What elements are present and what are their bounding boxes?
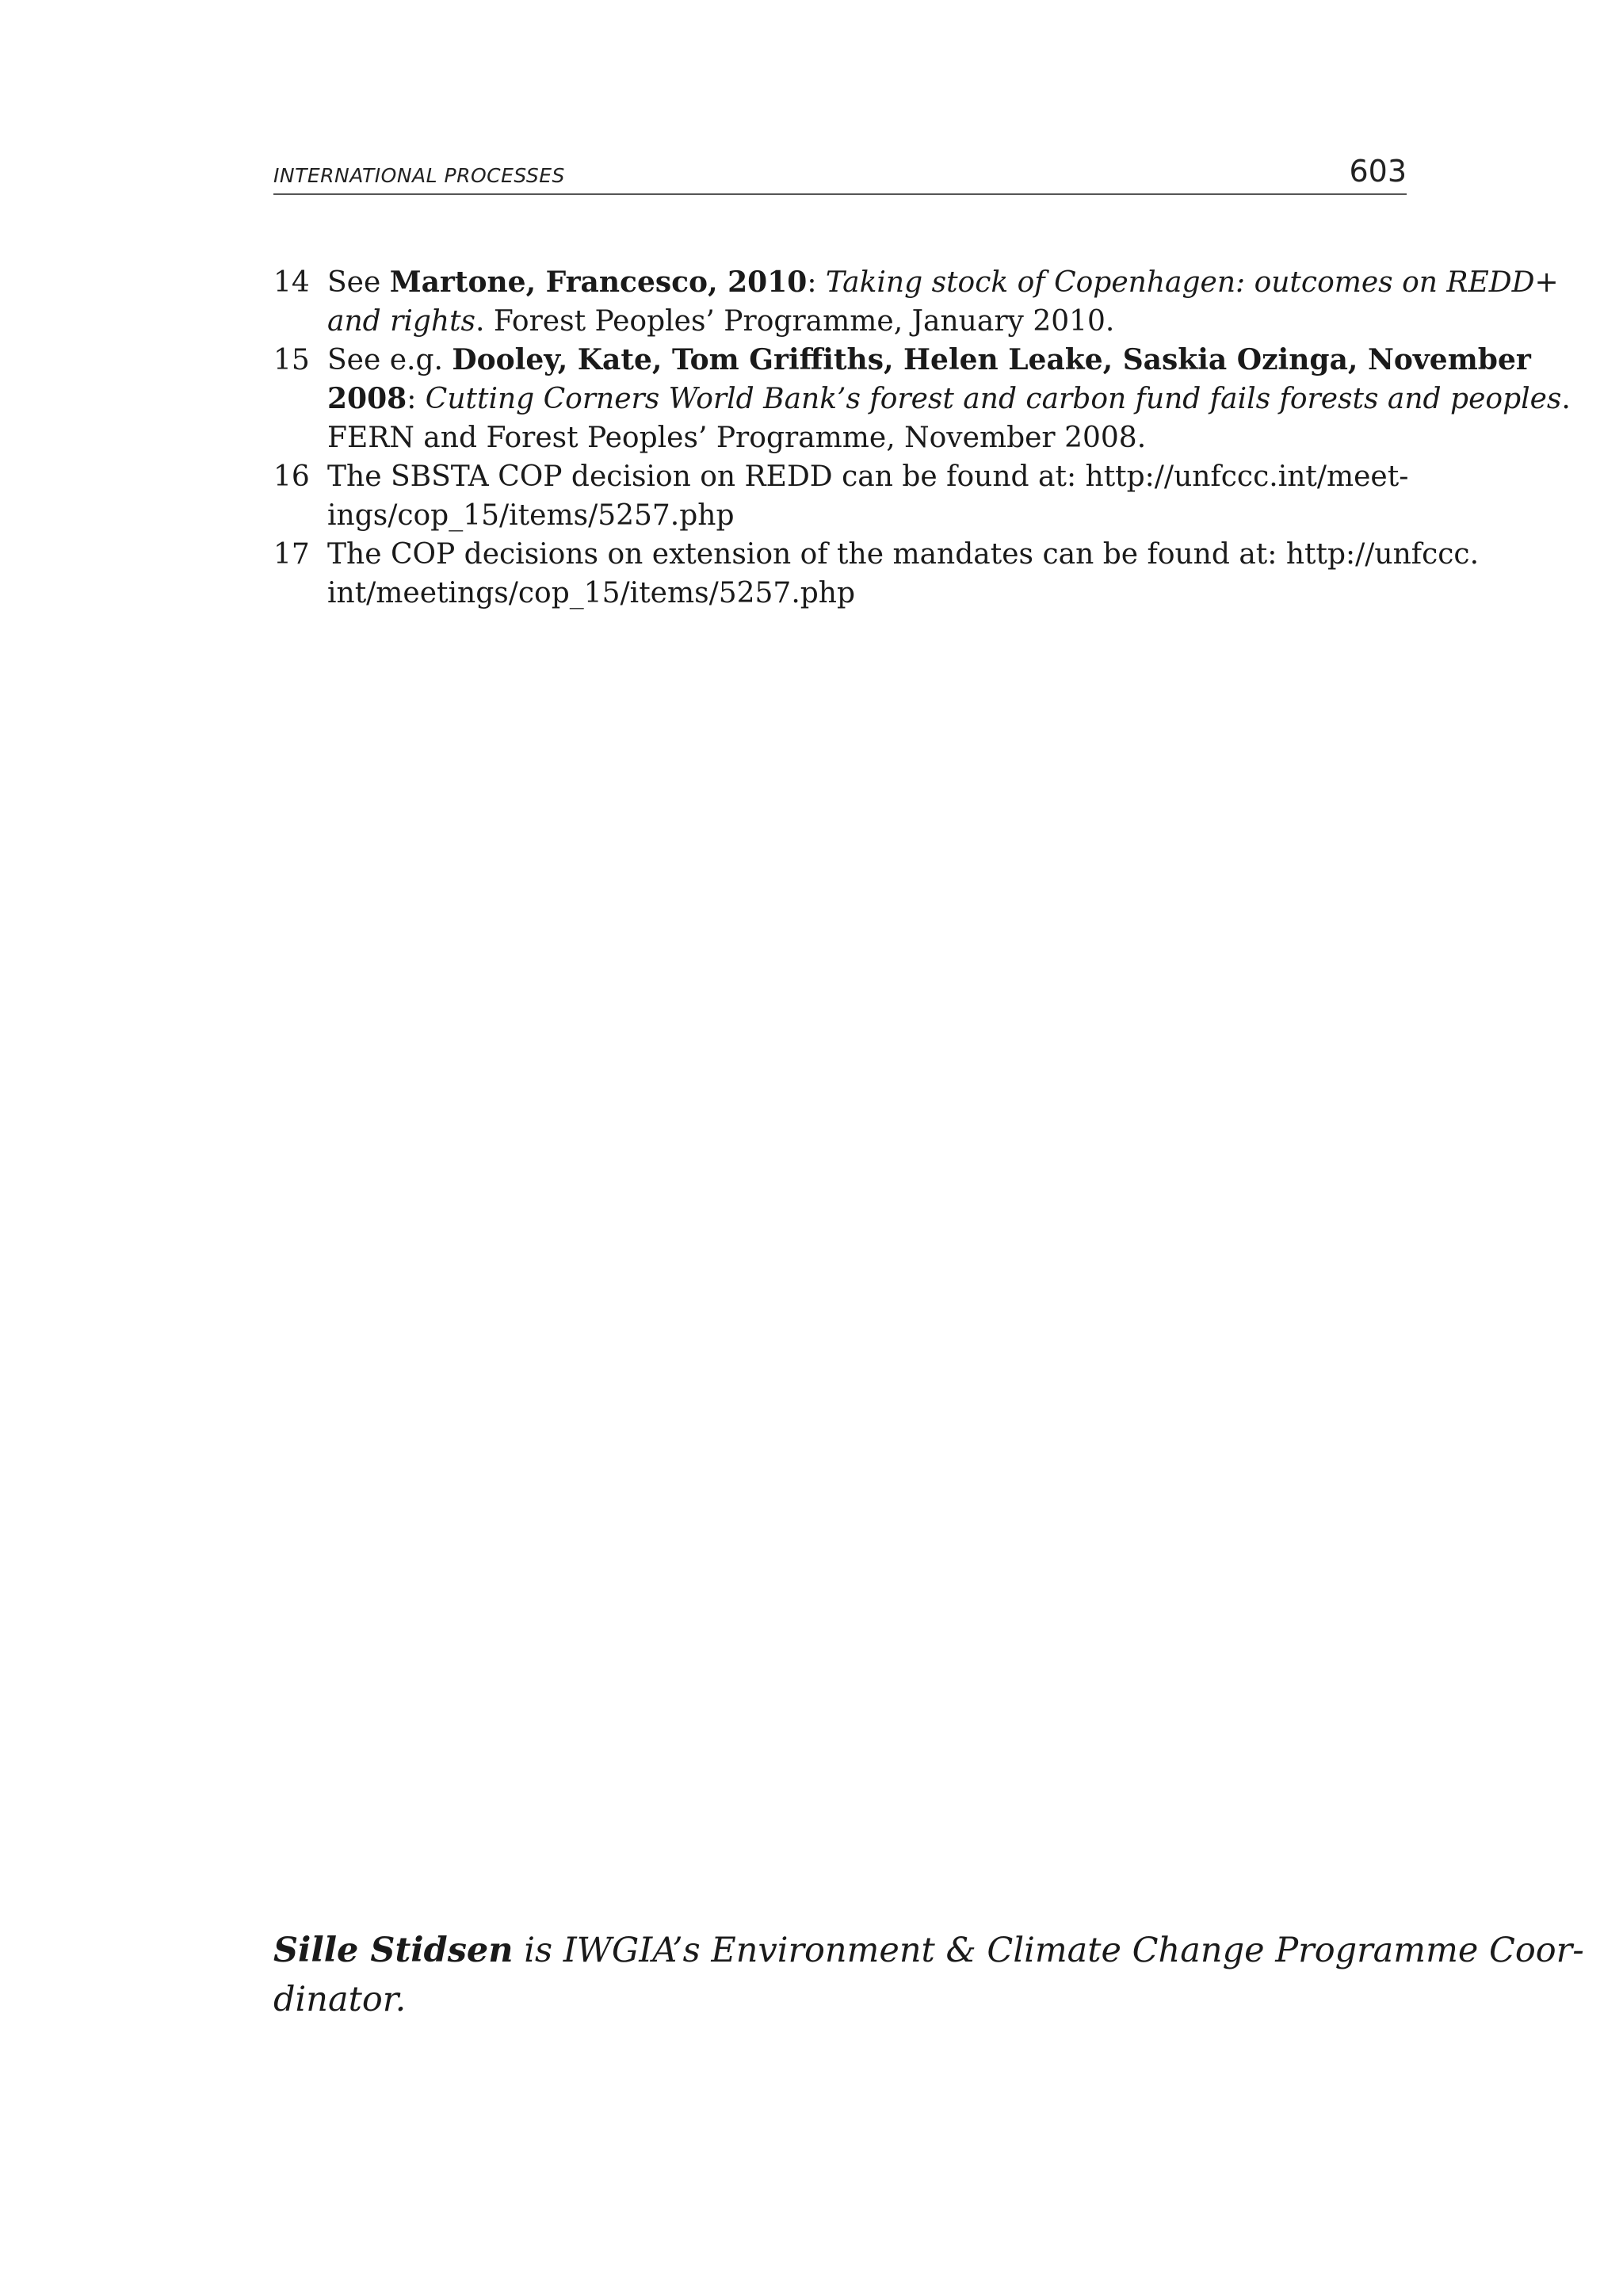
running-head-title: INTERNATIONAL PROCESSES [273,164,565,187]
endnote-text [327,457,1407,535]
endnote-line [327,380,1571,418]
endnote-text-run: . Forest Peoples’ Programme, January 2010. [475,305,1115,338]
author-bio-line [273,1926,1584,1975]
endnote-text [327,341,1571,457]
endnote-text-run: . [1561,383,1571,415]
endnote-16 [273,457,1407,535]
citation-author: Martone, Francesco, 2010 [389,266,808,299]
citation-author: 2008 [327,382,407,415]
endnote-text [327,263,1559,341]
endnote-text-run: : [407,383,426,415]
author-bio-line: dinator. [273,1980,407,2019]
endnote-text-run: See e.g. [327,344,453,376]
endnote-15 [273,341,1571,457]
endnotes-list [273,263,1571,613]
endnote-line [327,302,1407,341]
endnote-line [327,341,1531,380]
author-name: Sille Stidsen [273,1931,514,1970]
citation-title: Taking stock of Copenhagen: outcomes on REDD+ [825,266,1559,299]
endnote-14 [273,263,1559,341]
endnote-number: 17 [273,538,310,571]
running-header [273,149,1407,195]
endnote-line [327,263,1559,302]
author-bio [273,1926,1584,2024]
endnote-text-run: See [327,266,390,299]
endnote-line: The SBSTA COP decision on REDD can be found at: http://unfccc.int/meet- [327,460,1409,493]
endnote-number: 16 [273,460,310,493]
citation-title: and rights [327,305,476,338]
endnote-line: FERN and Forest Peoples’ Programme, November 2008. [327,422,1147,454]
endnote-number: 15 [273,344,310,376]
endnote-number: 14 [273,266,310,299]
citation-author: Dooley, Kate, Tom Griffiths, Helen Leake, Saskia Ozinga, November [452,343,1531,376]
author-bio-text: is IWGIA’s Environment & Climate Change Programme Coor- [513,1931,1584,1970]
endnote-text-run: : [807,266,826,299]
endnote-17 [273,535,1480,613]
endnote-line: The COP decisions on extension of the mandates can be found at: http://unfccc. [327,538,1480,571]
endnote-line: int/meetings/cop_15/items/5257.php [327,577,856,609]
page-number: 603 [1349,154,1407,189]
endnote-line: ings/cop_15/items/5257.php [327,499,735,532]
citation-title: Cutting Corners World Bank’s forest and carbon fund fails forests and peoples [425,383,1562,415]
endnote-text [327,535,1480,613]
